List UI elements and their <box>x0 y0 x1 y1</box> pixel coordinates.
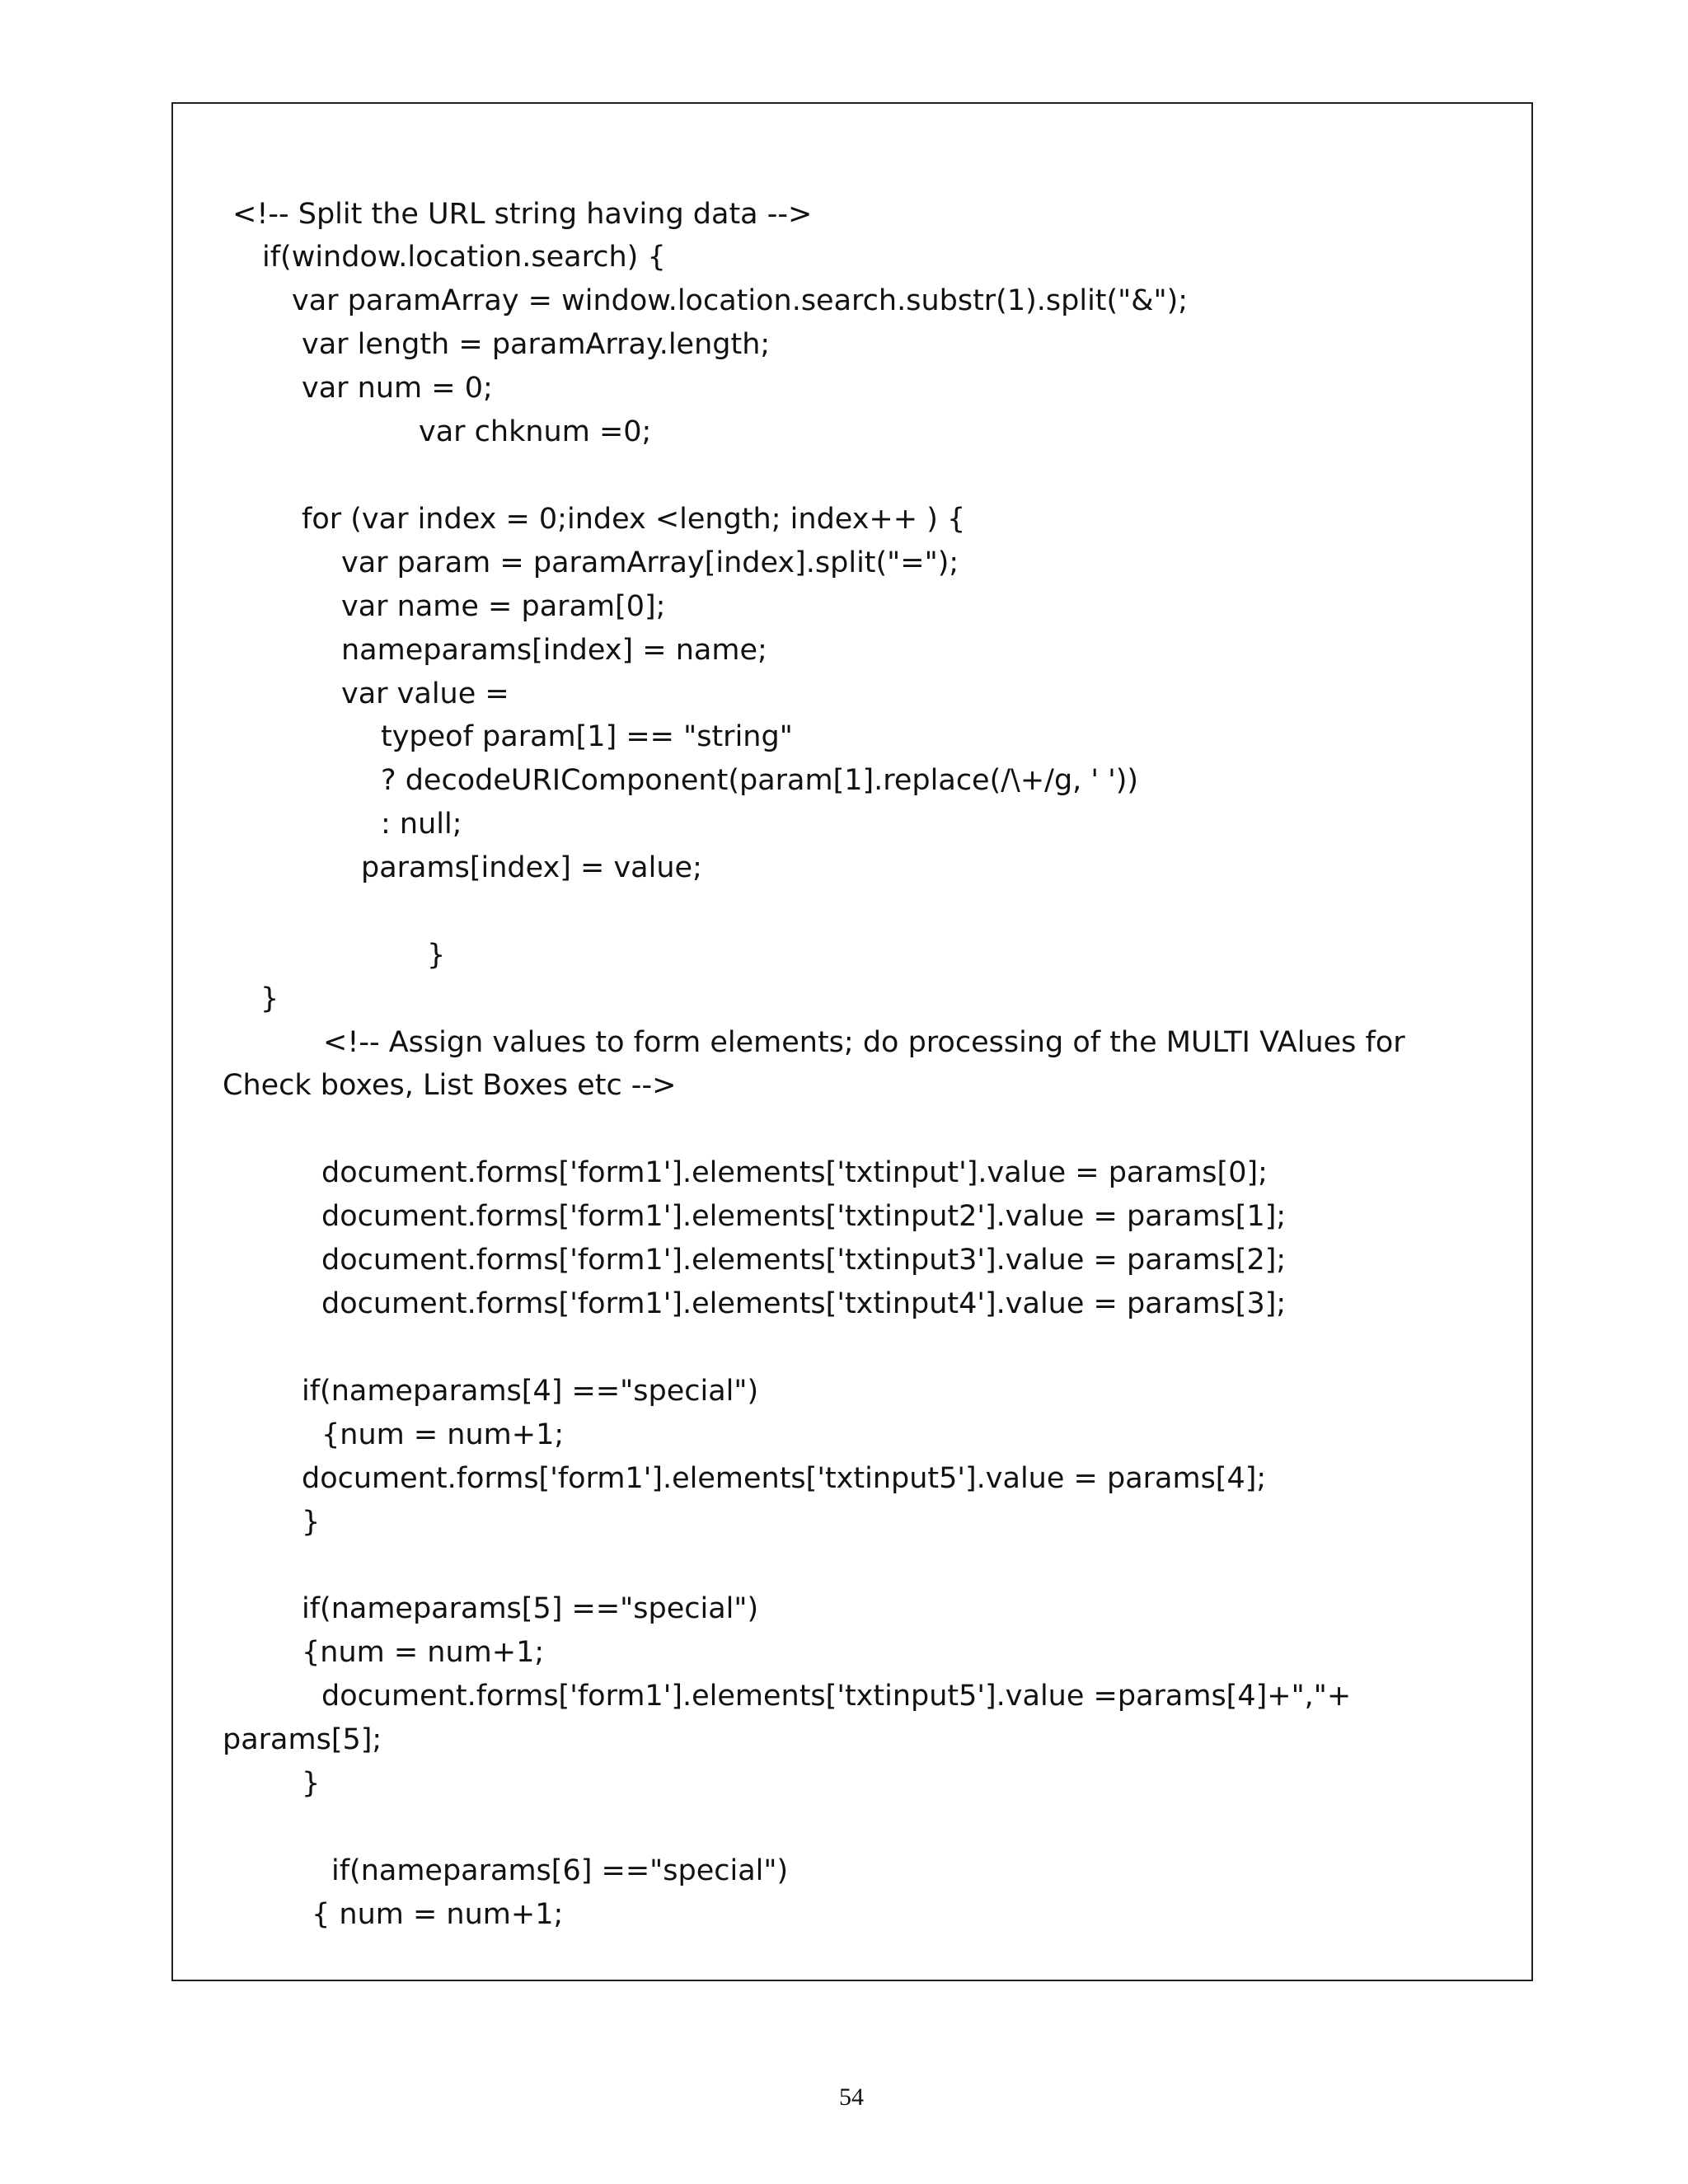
code-line: } <box>427 939 446 972</box>
code-line: } <box>302 1506 321 1539</box>
code-line: if(window.location.search) { <box>262 241 666 274</box>
code-line: document.forms['form1'].elements['txtinput2'].value = params[1]; <box>321 1200 1287 1233</box>
code-line: var name = param[0]; <box>341 590 666 623</box>
code-line: typeof param[1] == "string" <box>381 720 793 753</box>
code-line: { num = num+1; <box>312 1898 564 1931</box>
code-line: document.forms['form1'].elements['txtinput5'].value = params[4]; <box>302 1462 1267 1495</box>
code-line: <!-- Assign values to form elements; do processing of the MULTI VAlues for <box>323 1026 1405 1059</box>
code-line: var chknum =0; <box>419 415 652 448</box>
code-line: } <box>260 982 279 1015</box>
code-line: {num = num+1; <box>321 1418 565 1451</box>
code-line: var num = 0; <box>302 372 493 405</box>
code-line: var paramArray = window.location.search.substr(1).split("&"); <box>292 284 1189 317</box>
code-line: var param = paramArray[index].split("="); <box>341 546 959 579</box>
code-line: var value = <box>341 677 509 710</box>
code-line: : null; <box>381 808 462 841</box>
code-line: Check boxes, List Boxes etc --> <box>223 1069 677 1102</box>
code-line: document.forms['form1'].elements['txtinput4'].value = params[3]; <box>321 1287 1287 1320</box>
code-line: nameparams[index] = name; <box>341 634 767 667</box>
code-line: for (var index = 0;index <length; index++ ) { <box>302 503 966 536</box>
code-line: params[index] = value; <box>361 851 702 884</box>
code-line: document.forms['form1'].elements['txtinput5'].value =params[4]+","+ <box>321 1680 1352 1713</box>
code-line: } <box>302 1767 321 1800</box>
code-line: ? decodeURIComponent(param[1].replace(/\+/g, ' ')) <box>381 764 1139 797</box>
code-line: document.forms['form1'].elements['txtinput3'].value = params[2]; <box>321 1244 1287 1277</box>
page-number: 54 <box>839 2083 864 2111</box>
code-line: <!-- Split the URL string having data --> <box>232 198 813 231</box>
code-line: if(nameparams[4] =="special") <box>302 1375 759 1408</box>
code-line: params[5]; <box>223 1723 382 1756</box>
code-line: if(nameparams[6] =="special") <box>331 1854 789 1887</box>
code-line: if(nameparams[5] =="special") <box>302 1592 759 1625</box>
code-line: document.forms['form1'].elements['txtinput'].value = params[0]; <box>321 1156 1268 1189</box>
code-line: var length = paramArray.length; <box>302 328 771 361</box>
code-line: {num = num+1; <box>302 1636 545 1669</box>
